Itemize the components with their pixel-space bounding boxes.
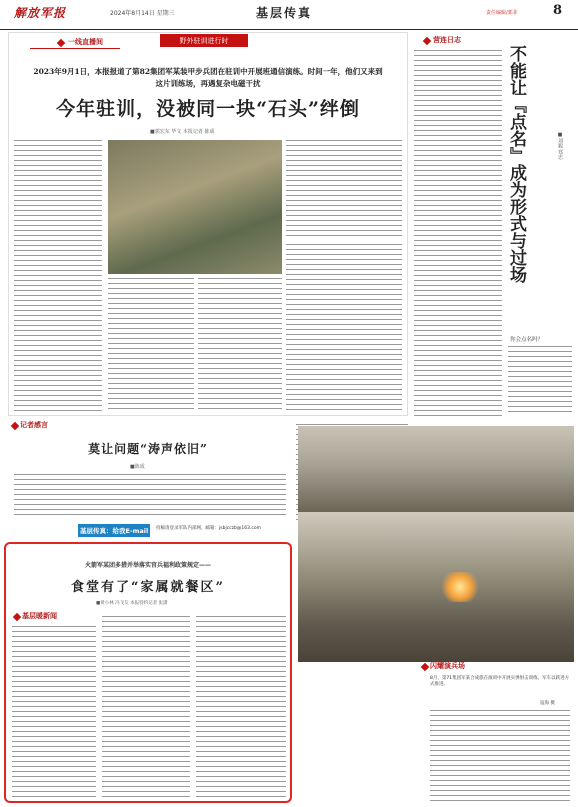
bottom-article-kicker: 火箭军某团多措并举落实官兵福利政策规定—— bbox=[84, 562, 211, 569]
photo-column: 闪耀演兵场 bbox=[430, 661, 465, 670]
banner-label: 野外驻训进行时 bbox=[179, 37, 229, 45]
text-column bbox=[102, 616, 190, 798]
email-banner-label: 基层传真：给我E-mail bbox=[80, 527, 149, 535]
text-column bbox=[430, 710, 570, 802]
right-column-label: 营连日志 bbox=[433, 35, 461, 44]
email-banner-text: 投稿请登录军队内部网，邮箱：jsbjcczb@163.com bbox=[156, 526, 261, 531]
text-column bbox=[414, 50, 502, 416]
column-marker-icon bbox=[11, 422, 19, 430]
text-column bbox=[286, 244, 402, 412]
page-number: 8 bbox=[553, 3, 563, 18]
right-column-question: 你会点名吗？ bbox=[510, 337, 544, 343]
bottom-article-headline: 食堂有了“家属就餐区” bbox=[71, 580, 225, 595]
mid-article-byline: ■陈成 bbox=[130, 464, 145, 470]
text-column bbox=[14, 474, 286, 518]
photo-credit: 寇海 摄 bbox=[540, 701, 555, 706]
top-article-column: 一线直播间 bbox=[68, 37, 103, 46]
column-rule bbox=[30, 48, 120, 49]
text-column bbox=[508, 346, 572, 416]
bottom-article-byline: ■黄小林 冯飞友 本报特约记者 张潇 bbox=[96, 601, 168, 606]
text-column bbox=[196, 616, 286, 798]
text-column bbox=[198, 278, 282, 412]
top-article-byline: ■郭宏东 毕文 本报记者 陈成 bbox=[150, 129, 215, 135]
column-marker-icon bbox=[421, 663, 429, 671]
text-column bbox=[12, 626, 96, 798]
right-column-byline: ■刘毅 郑忠 bbox=[557, 132, 563, 160]
training-photo bbox=[108, 140, 282, 274]
top-article-deck: 2023年9月1日，本报报道了第82集团军某装甲步兵团在驻训中开展班通信演练。时间一年，他们又来到这片训练场，再遇复杂电磁干扰 bbox=[33, 67, 383, 88]
column-marker-icon bbox=[423, 37, 431, 45]
newspaper-masthead: 解放军报 bbox=[14, 6, 67, 20]
text-column bbox=[286, 140, 402, 236]
bottom-article-column: 基层暖新闻 bbox=[22, 611, 57, 620]
missile-launch-photo bbox=[298, 426, 574, 512]
missile-launch-photo bbox=[298, 512, 574, 662]
text-column bbox=[14, 140, 102, 412]
top-article-headline: 今年驻训，没被同一块“石头”绊倒 bbox=[56, 98, 360, 120]
mid-article-headline: 莫让问题“涛声依旧” bbox=[88, 442, 208, 456]
photo-caption: 8月，第71集团军某合成旅在演训中开展实弹射击训练，军车以跃进方式推进。 bbox=[430, 676, 570, 687]
section-title: 基层传真 bbox=[256, 6, 313, 20]
rocket-flame bbox=[440, 572, 480, 602]
mid-article-column: 记者感言 bbox=[20, 420, 48, 429]
issue-date: 2024年8月14日 星期三 bbox=[110, 10, 175, 17]
right-column-headline: 不能让『点名』成为形式与过场 bbox=[506, 45, 526, 283]
editor-credit: 责任编辑/郭菲 bbox=[486, 10, 518, 16]
text-column bbox=[108, 278, 194, 412]
